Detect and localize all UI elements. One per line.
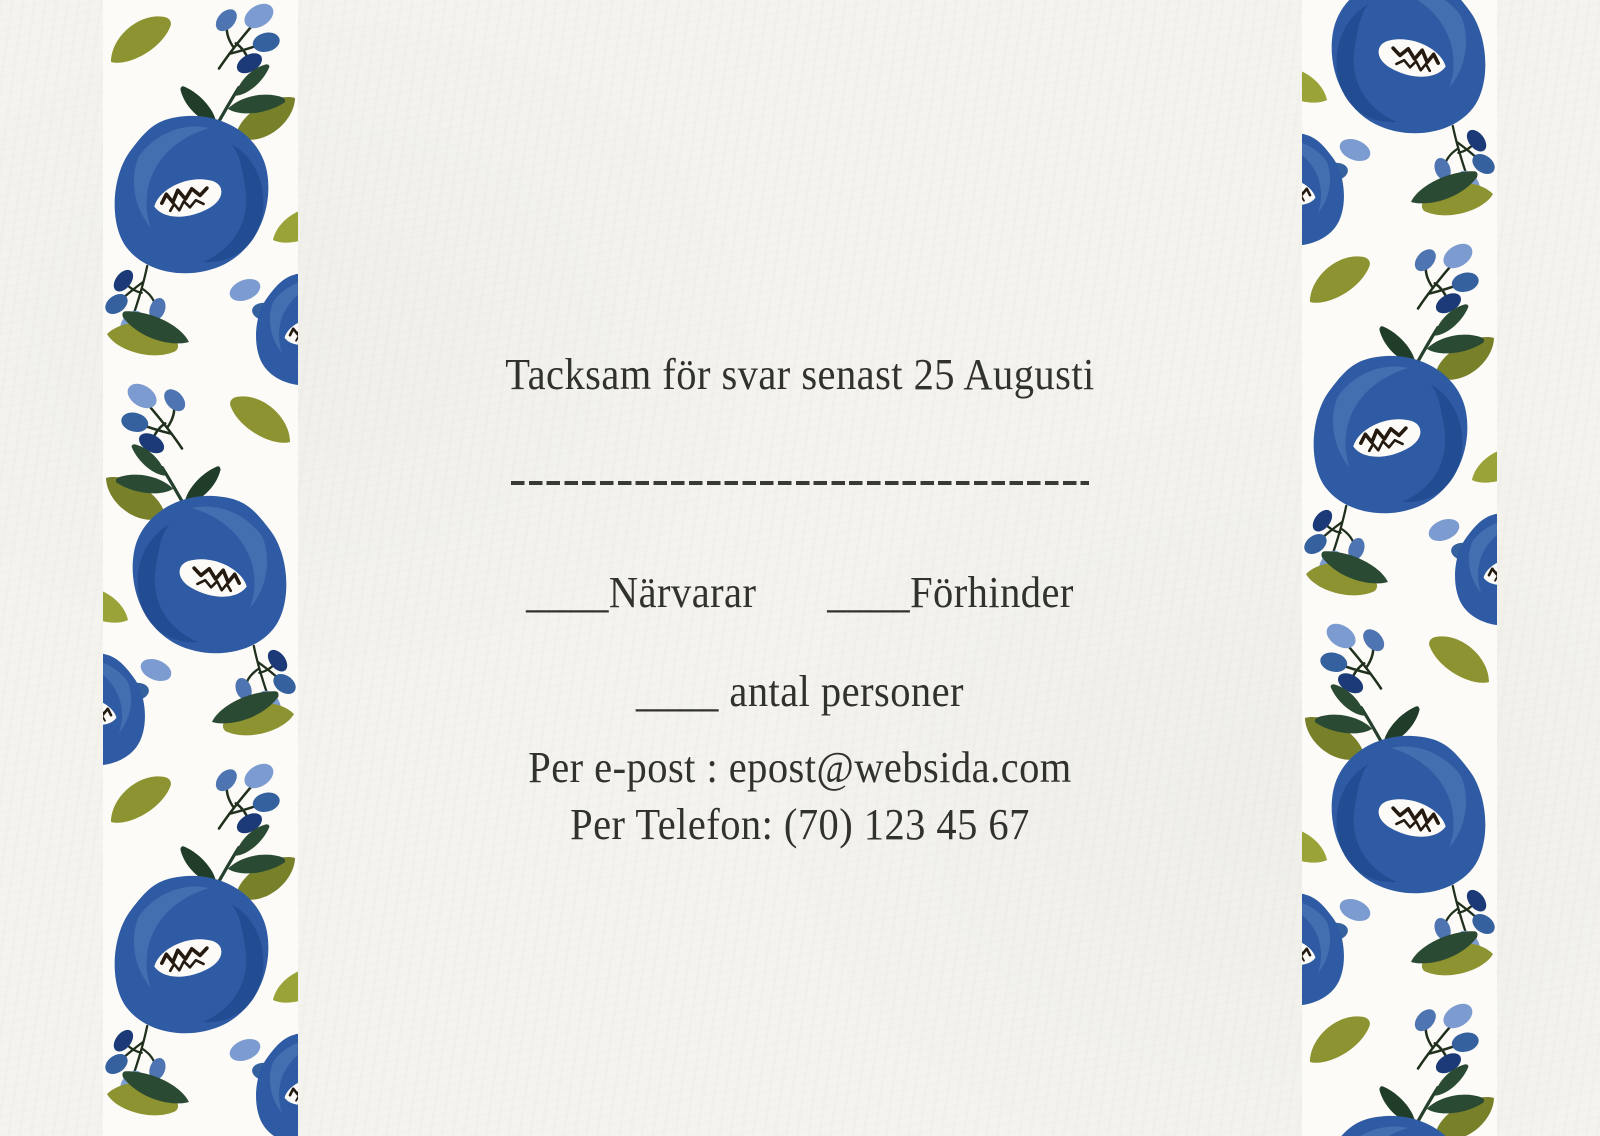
write-in-line xyxy=(511,481,1089,485)
deadline-text: Tacksam för svar senast 25 Augusti xyxy=(505,350,1095,399)
attending-option: ____Närvarar xyxy=(526,568,757,617)
email-line: Per e-post : epost@websida.com xyxy=(528,743,1072,792)
guest-count-line: ____ antal personer xyxy=(636,667,964,716)
phone-line: Per Telefon: (70) 123 45 67 xyxy=(570,800,1030,849)
declining-option: ____Förhinder xyxy=(827,568,1074,617)
attendance-options xyxy=(64,568,1536,617)
